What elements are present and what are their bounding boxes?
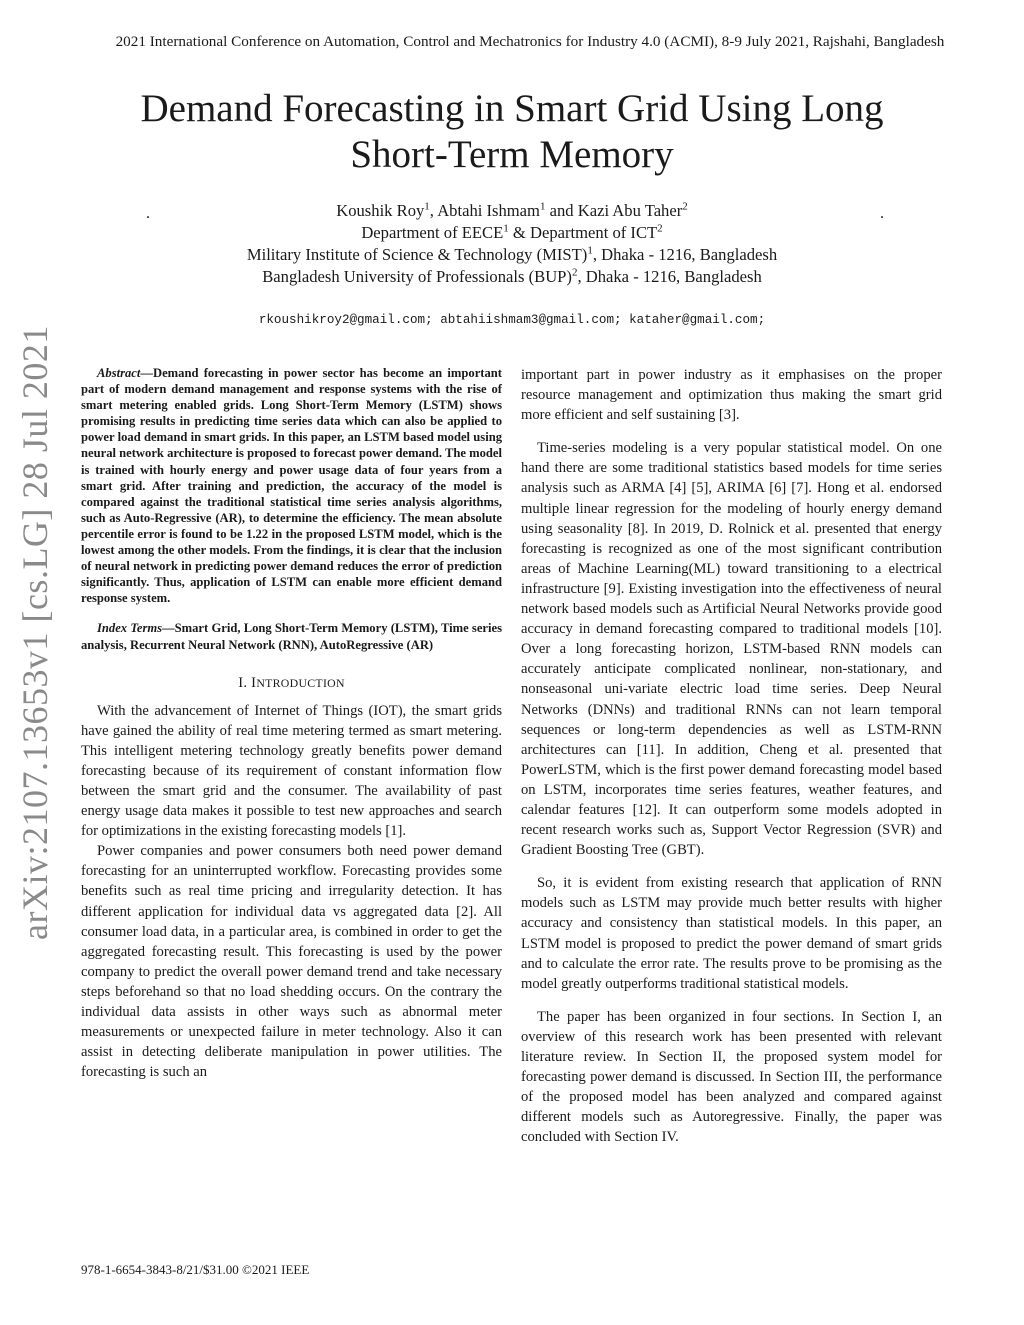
left-column: [81, 365, 502, 1082]
section-number: I.: [238, 674, 252, 691]
affiliation-line: [100, 244, 924, 266]
abstract: [81, 365, 502, 606]
affiliation-marker: 1: [503, 222, 509, 235]
paper-title: [80, 86, 944, 178]
abstract-dash: —: [140, 366, 153, 380]
institution-location: , Dhaka - 1216, Bangladesh: [577, 267, 762, 286]
author-emails: rkoushikroy2@gmail.com; abtahiishmam3@gmail.com; kataher@gmail.com;: [258, 313, 766, 327]
affiliation-marker: 2: [682, 200, 688, 213]
decorative-dot-left: .: [146, 205, 150, 222]
title-line-2: Short-Term Memory: [350, 133, 674, 176]
section-title-rest: NTRODUCTION: [256, 675, 345, 690]
affiliation-marker: 2: [657, 222, 663, 235]
author-separator: and: [545, 201, 578, 220]
author-line: [100, 200, 924, 222]
body-paragraph: Power companies and power consumers both need power demand forecasting for an uninterrupted workflow. Forecasting provides some benefits such as real time pricing and irregularity detection. It has different application for individual data vs aggregated data [2]. All consumer load data, in a particular area, is combined in order to get the aggregated forecasting result. This forecasting is used by the power company to predict the overall power demand trend and take necessary steps beforehand so that no load shedding occurs. On the contrary the individual data assists in other ways such as abnormal meter measurements or unexpected failure in meter technology. Also it can assist in detecting deliberate manipulation in power utilities. The forecasting is such an: [81, 843, 502, 1081]
index-terms-label: Index Terms: [97, 621, 163, 636]
affiliation-marker: 1: [587, 244, 593, 257]
body-paragraph: So, it is evident from existing research that application of RNN models such as LSTM may provide much better results with higher accuracy and consistency than statistical models. In this paper, an LSTM model is proposed to predict the power demand of smart grids and to calculate the error rate. The results prove to be promising as the model greatly outperforms traditional statistical models.: [521, 875, 942, 992]
conference-header: 2021 International Conference on Automation, Control and Mechatronics for Industry 4.0 (ACMI), 8-9 July 2021, Rajshahi, Bangladesh: [115, 33, 945, 50]
index-terms-dash: —: [162, 621, 175, 636]
institution-name: Military Institute of Science & Technology (MIST): [246, 245, 588, 264]
department-line: [100, 222, 924, 244]
affiliation-marker: 2: [571, 266, 578, 279]
department-name: Department of ICT: [529, 223, 658, 242]
body-paragraph: important part in power industry as it emphasises on the proper resource management and optimization thus making the smart grid more efficient and self sustaining [3].: [521, 367, 942, 424]
index-terms-text: Smart Grid, Long Short-Term Memory (LSTM), Time series analysis, Recurrent Neural Network (RNN), AutoRegressive (AR): [81, 621, 502, 652]
institution-location: , Dhaka - 1216, Bangladesh: [592, 245, 778, 264]
department-name: Department of EECE: [361, 223, 504, 242]
body-paragraph: The paper has been organized in four sections. In Section I, an overview of this research work has been presented with relevant literature review. In Section II, the proposed system model for forecasting power demand is discussed. In Section III, the performance of the proposed model has been analyzed and compared against different models such as Autoregressive. Finally, the paper was concluded with Section IV.: [521, 1008, 942, 1146]
author-separator: ,: [429, 201, 438, 220]
author-name: Kazi Abu Taher: [577, 201, 683, 220]
section-title-initial: I: [251, 674, 257, 691]
index-terms: [81, 620, 502, 652]
section-heading-introduction: [81, 675, 502, 692]
body-paragraph: With the advancement of Internet of Things (IOT), the smart grids have gained the ability of real time metering termed as smart metering. This intelligent metering technology greatly benefits power demand forecasting because of its requirement of constant information flow between the smart grid and the consumer. The availability of past energy usage data makes it possible to test new approaches and search for optimizations in the existing forecasting models [1].: [81, 702, 502, 840]
institution-name: Bangladesh University of Professionals (BUP): [262, 267, 572, 286]
author-name: Abtahi Ishmam: [437, 201, 540, 220]
title-line-1: Demand Forecasting in Smart Grid Using Long: [140, 87, 884, 130]
arxiv-watermark: arXiv:2107.13653v1 [cs.LG] 28 Jul 2021: [15, 325, 55, 940]
decorative-dot-right: .: [880, 205, 884, 222]
right-column: [521, 365, 942, 1147]
department-joiner: &: [508, 223, 530, 242]
body-paragraph: Time-series modeling is a very popular statistical model. On one hand there are some traditional statistics based models for time series analysis such as ARMA [4] [5], ARIMA [6] [7]. Hong et al. endorsed multiple linear regression for the modeling of hourly energy demand using seasonality [8]. In 2019, D. Rolnick et al. presented that energy forecasting is recognized as one of the most significant contribution areas of Machine Learning(ML) toward transitioning to a electrical infrastructure [9]. Existing investigation into the effectiveness of neural network based models such as Artificial Neural Networks provide good accuracy in demand forecasting compared to traditional models [10]. Over a long forecasting horizon, LSTM-based RNN models can accurately anticipate complicated nonlinear, non-stationary, and nonseasonal uni-variate electric load time series. Deep Neural Networks (DNNs) and traditional RNNs can not learn temporal sequences or long-term dependencies as well as LSTM-RNN architectures can [11]. In addition, Cheng et al. presented that PowerLSTM, which is the first power demand forecasting model based on LSTM, incorporates time series features, weather features, and calendar features [12]. It can outperform some models adopted in recent research works such as, Support Vector Regression (SVR) and Gradient Boosting Tree (GBT).: [521, 440, 942, 859]
affiliation-marker: 1: [424, 200, 430, 213]
author-block: [100, 200, 924, 288]
affiliation-line: [100, 266, 924, 288]
copyright-footer: 978-1-6654-3843-8/21/$31.00 ©2021 IEEE: [81, 1262, 310, 1277]
abstract-text: Demand forecasting in power sector has become an important part of modern demand management and response systems with the rise of smart metering enabled grids. Long Short-Term Memory (LSTM) shows promising results in predicting time series data which can also be applied to power load demand in smart grids. In this paper, an LSTM based model using neural network architecture is proposed to forecast power demand. The model is trained with hourly energy and power usage data of four years from a smart grid. After training and prediction, the accuracy of the model is compared against the traditional statistical time series analysis algorithms, such as Auto-Regressive (AR), to determine the efficiency. The mean absolute percentile error is found to be 1.22 in the proposed LSTM model, which is the lowest among the other models. From the findings, it is clear that the inclusion of neural network in predicting power demand reduces the error of prediction significantly. Thus, application of LSTM can enable more efficient demand response system.: [81, 366, 502, 606]
author-name: Koushik Roy: [336, 201, 425, 220]
affiliation-marker: 1: [539, 200, 546, 213]
abstract-label: Abstract: [97, 366, 141, 380]
